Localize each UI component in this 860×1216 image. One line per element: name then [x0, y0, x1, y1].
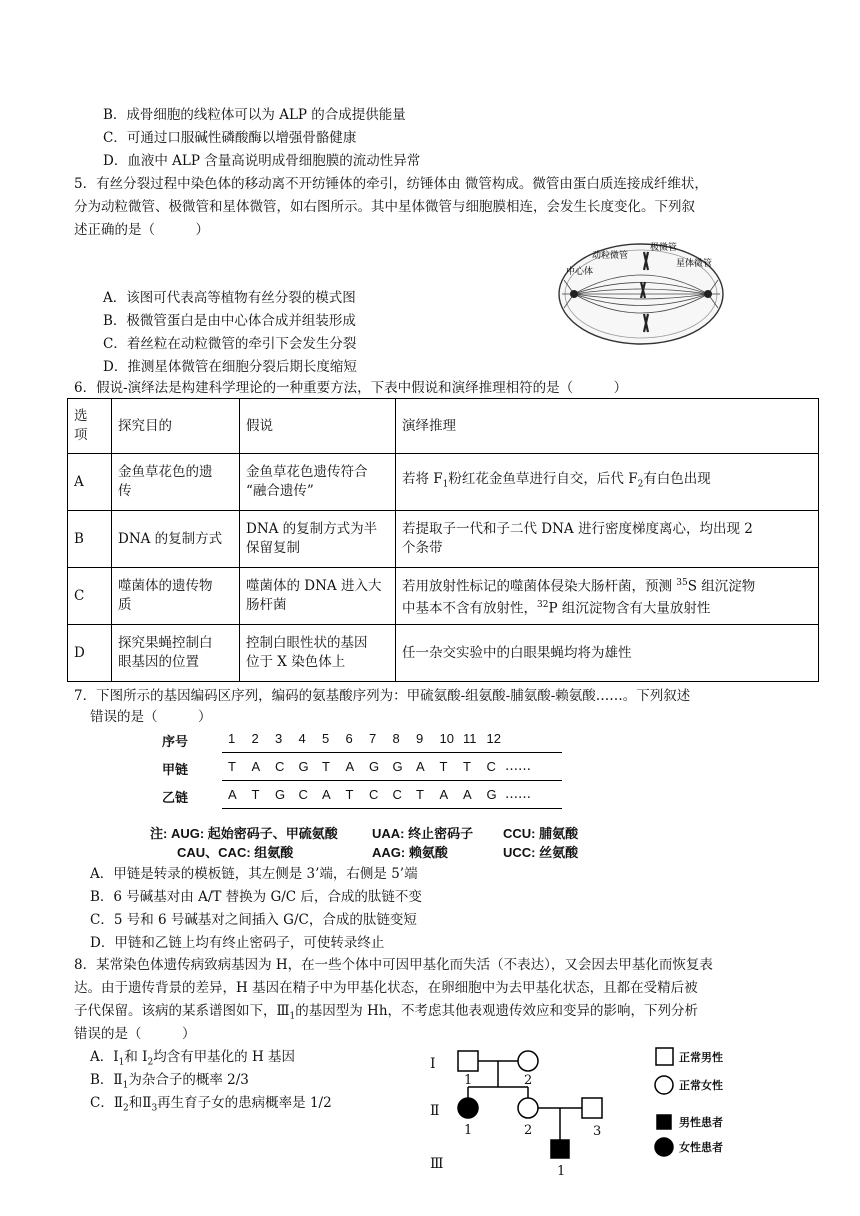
table-header-row: [68, 399, 819, 454]
generation-3-label: Ⅲ: [430, 1156, 444, 1172]
chain-a-base: G: [298, 759, 309, 774]
chain-a-base: T: [439, 759, 448, 774]
q8-option-c: C．$Ⅱ_2$和$Ⅱ_3$再生育子女的患病概率是 1/2: [90, 1095, 332, 1114]
chain-b-base: G: [486, 787, 497, 802]
chain-b-label: 乙链: [162, 790, 189, 805]
legend-affected-male: 男性患者: [679, 1117, 723, 1129]
note-2a: CAU、CAC: 组氨酸: [177, 845, 294, 860]
svg-text:3: 3: [593, 1124, 602, 1139]
q5-stem-line1: 5．有丝分裂过程中染色体的移动离不开纺锤体的牵引，纺锤体由 微管构成。微管由蛋白质连接成纤维状，: [74, 176, 708, 192]
chain-a-base: G: [369, 759, 380, 774]
header-option: 选 项: [68, 399, 112, 454]
q8-option-a: A．$I_1$和 $I_2$均含有甲基化的 H 基因: [90, 1049, 296, 1068]
pedigree-II1-affected-female: [458, 1098, 478, 1118]
pedigree-III1-affected-male: [551, 1140, 569, 1158]
legend-normal-female-icon: [655, 1076, 673, 1094]
chain-b-base: T: [416, 787, 424, 802]
legend-affected-female: 女性患者: [679, 1142, 723, 1154]
q8-stem-line2: 达。由于遗传背景的差异，H 基因在精子中为甲基化状态，在卵细胞中为去甲基化状态，且都在受精后被: [74, 980, 698, 996]
chain-a-tail: ……: [505, 759, 531, 774]
seq-number: 7: [369, 731, 377, 746]
pedigree-II2-normal-female: [518, 1098, 538, 1118]
pedigree-I1-normal-male: [458, 1051, 478, 1071]
table-row: A 金鱼草花色的遗 传 金鱼草花色遗传符合 “融合遗传” 若将 $F_1$粉红花金鱼草进行自交，后代 $F_2$有白色出现: [68, 454, 819, 511]
seq-line-3: [222, 808, 562, 809]
chain-a-base: T: [228, 759, 236, 774]
note-1c: CCU: 脯氨酸: [503, 826, 579, 841]
generation-1-label: Ⅰ: [430, 1056, 436, 1072]
legend-affected-male-icon: [657, 1115, 671, 1129]
label-centrosome: 中心体: [566, 267, 594, 277]
seq-number: 9: [416, 731, 424, 746]
header-hypothesis: 假说: [240, 399, 396, 454]
q7-stem-line1: 7．下图所示的基因编码区序列，编码的氨基酸序列为：甲硫氨酸-组氨酸-脯氨酸-赖氨酸……。下列叙述: [74, 688, 691, 704]
legend-affected-female-icon: [655, 1138, 673, 1156]
q6-table: [67, 398, 819, 682]
table-row: D 探究果蝇控制白 眼基因的位置 控制白眼性状的基因 位于 X 染色体上 任一杂交实验中的白眼果蝇均将为雄性: [68, 625, 819, 682]
seq-line-2: [222, 780, 562, 781]
header-purpose: 探究目的: [112, 399, 240, 454]
svg-text:2: 2: [524, 1073, 533, 1088]
seq-number: 11: [463, 731, 477, 746]
q5-option-b: B．极微管蛋白是由中心体合成并组装形成: [103, 313, 356, 329]
chain-a-base: T: [463, 759, 471, 774]
svg-text:2: 2: [524, 1123, 533, 1138]
seq-number: 5: [322, 731, 330, 746]
pedigree-II3-normal-male: [582, 1098, 602, 1118]
seq-line-1: [222, 752, 562, 753]
chain-a-base: A: [416, 759, 425, 774]
table-row: B DNA 的复制方式 DNA 的复制方式为半 保留复制 若提取子一代和子二代 DNA 进行密度梯度离心，均出现 2 个条带: [68, 511, 819, 568]
q5-stem-line2: 分为动粒微管、极微管和星体微管，如右图所示。其中星体微管与细胞膜相连，会发生长度变化。下列叙: [74, 199, 695, 215]
legend-normal-female: 正常女性: [679, 1080, 723, 1092]
chain-b-base: A: [228, 787, 237, 802]
table-row: C 噬菌体的遗传物 质 噬菌体的 DNA 进入大 肠杆菌 若用放射性标记的噬菌体侵染大肠杆菌，预测 $^{35}$S 组沉淀物 中基本不含有放射性，$^{32}$P 组沉淀物含有大量放射性: [68, 568, 819, 625]
chain-b-base: T: [345, 787, 354, 802]
chain-b-base: A: [322, 787, 331, 802]
seq-number: 10: [439, 731, 454, 746]
q7-option-b: B．6 号碱基对由 A/T 替换为 G/C 后，合成的肽链不变: [90, 889, 422, 905]
header-deduction: 演绎推理: [396, 399, 819, 454]
chain-b-base: A: [439, 787, 449, 802]
q7-option-a: A．甲链是转录的模板链，其左侧是 3’端，右侧是 5’端: [90, 866, 418, 882]
label-polar-mt: 极微管: [650, 243, 678, 253]
chain-b-base: T: [251, 787, 260, 802]
svg-text:1: 1: [464, 1073, 473, 1088]
chain-b-base: A: [463, 787, 472, 802]
q8-stem-line1: 8．某常染色体遗传病致病基因为 H，在一些个体中可因甲基化而失活（不表达），又会因去甲基化而恢复表: [74, 957, 713, 973]
q5-stem-line3: 述正确的是（ ）: [74, 222, 209, 238]
q8-stem-line3: 子代保留。该病的某系谱图如下，$Ⅲ_1$的基因型为 Hh，不考虑其他表观遗传效应和变异的影响，下列分析: [74, 1003, 699, 1022]
q7-option-d: D．甲链和乙链上均有终止密码子，可使转录终止: [90, 935, 385, 951]
chain-a-base: G: [392, 759, 403, 774]
q8-stem-line4: 错误的是（ ）: [74, 1026, 196, 1042]
note-1b: UAA: 终止密码子: [372, 826, 474, 841]
pedigree-I2-normal-female: [518, 1051, 538, 1071]
q4-option-d: D．血液中 ALP 含量高说明成骨细胞膜的流动性异常: [103, 153, 421, 169]
chain-b-tail: ……: [505, 787, 531, 802]
label-astral-mt: 星体微管: [676, 259, 713, 269]
chain-a-base: A: [251, 759, 261, 774]
label-kinetochore-mt: 动粒微管: [592, 251, 629, 261]
q5-option-a: A．该图可代表高等植物有丝分裂的模式图: [103, 290, 356, 306]
note-2c: UCC: 丝氨酸: [503, 845, 579, 860]
seq-number: 1: [228, 731, 236, 746]
chain-b-base: G: [275, 787, 286, 802]
legend-normal-male-icon: [656, 1048, 673, 1065]
legend-normal-male: 正常男性: [679, 1052, 723, 1064]
q4-option-c: C．可通过口服碱性磷酸酶以增强骨骼健康: [103, 130, 357, 146]
note-2b: AAG: 赖氨酸: [372, 845, 448, 860]
spindle-figure: [556, 236, 726, 346]
note-1a: 注: AUG: 起始密码子、甲硫氨酸: [150, 826, 338, 841]
seq-number: 8: [392, 731, 400, 746]
generation-2-label: Ⅱ: [430, 1103, 440, 1119]
seq-number: 3: [275, 731, 283, 746]
seq-number: 12: [486, 731, 501, 746]
seq-label: 序号: [162, 734, 189, 749]
seq-number: 6: [345, 731, 353, 746]
chain-a-base: C: [486, 759, 496, 774]
svg-text:1: 1: [557, 1164, 566, 1179]
chain-b-base: C: [369, 787, 379, 802]
seq-number: 2: [251, 731, 259, 746]
svg-text:1: 1: [464, 1123, 473, 1138]
chain-b-base: C: [392, 787, 402, 802]
q7-option-c: C．5 号和 6 号碱基对之间插入 G/C，合成的肽链变短: [90, 912, 417, 928]
chain-a-label: 甲链: [162, 762, 189, 777]
chain-a-base: C: [275, 759, 285, 774]
seq-number: 4: [298, 731, 306, 746]
q5-option-d: D．推测星体微管在细胞分裂后期长度缩短: [103, 359, 357, 375]
chain-a-base: T: [322, 759, 330, 774]
pedigree-chart: [420, 1044, 740, 1214]
chain-a-base: A: [345, 759, 355, 774]
q8-option-b: B．$Ⅱ_1$为杂合子的概率 2/3: [90, 1072, 249, 1091]
q6-stem: 6．假说-演绎法是构建科学理论的一种重要方法，下表中假说和演绎推理相符的是（ ）: [74, 380, 628, 396]
chain-b-base: C: [298, 787, 308, 802]
q4-option-b: B．成骨细胞的线粒体可以为 ALP 的合成提供能量: [103, 107, 406, 123]
q5-option-c: C．着丝粒在动粒微管的牵引下会发生分裂: [103, 336, 357, 352]
q7-stem-line2: 错误的是（ ）: [90, 709, 212, 725]
